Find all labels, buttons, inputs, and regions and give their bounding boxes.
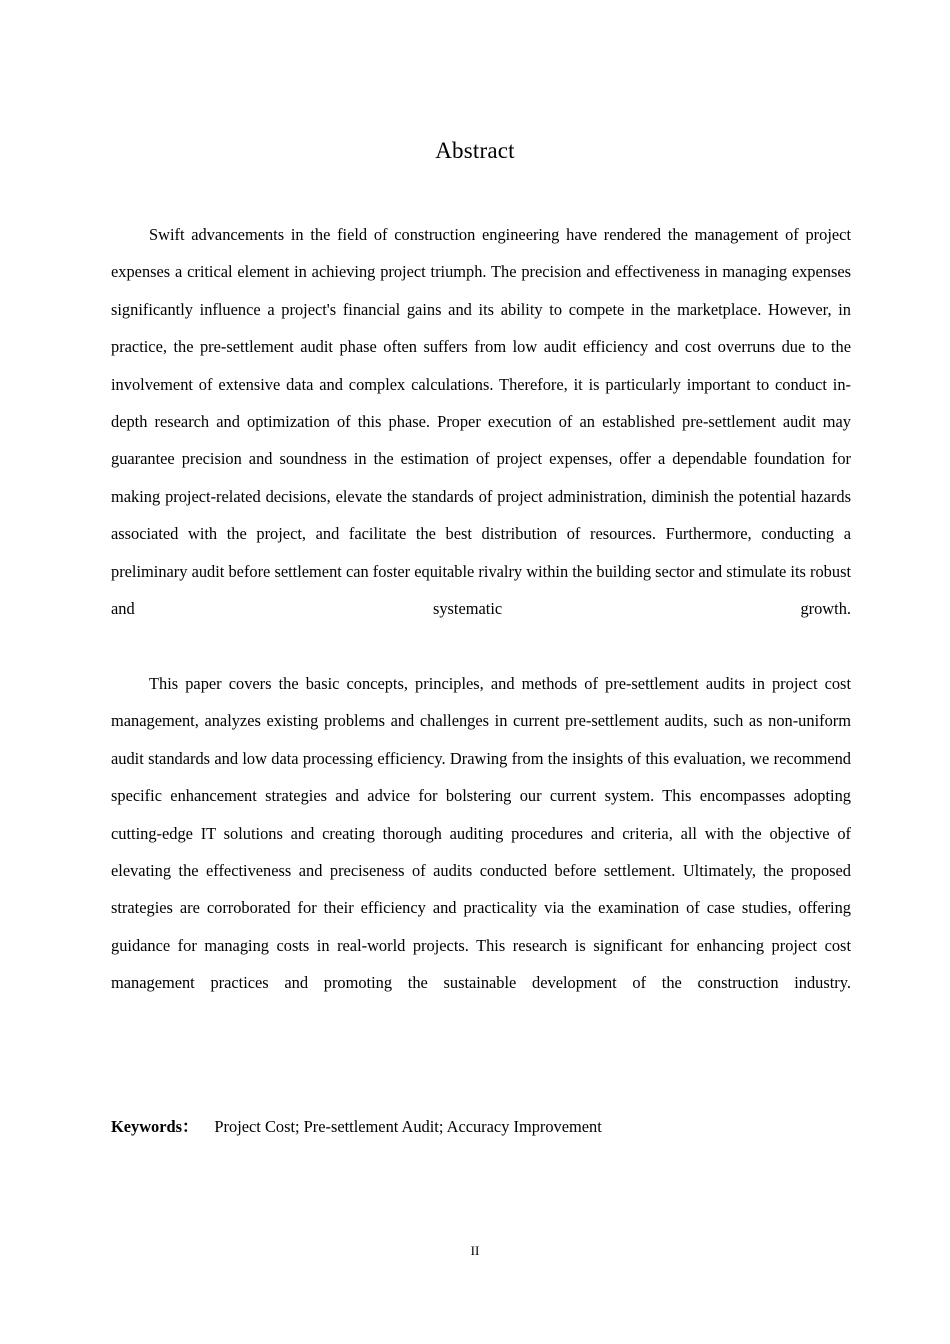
- page-title: Abstract: [435, 138, 515, 164]
- keywords-value: Project Cost; Pre-settlement Audit; Accuracy Improvement: [214, 1117, 602, 1136]
- keywords-line: [111, 1112, 851, 1142]
- page-number-footer: II: [470, 1243, 480, 1258]
- abstract-body: [111, 216, 851, 1039]
- keywords-label: Keywords：: [111, 1117, 199, 1136]
- abstract-paragraph-2: This paper covers the basic concepts, principles, and methods of pre-settlement audits in project cost management, analyzes existing problems and challenges in current pre-settlement audits, such as non-uniform audit standards and low data processing efficiency. Drawing from the insights of this evaluation, we recommend specific enhancement strategies and advice for bolstering our current system. This encompasses adopting cutting-edge IT solutions and creating thorough auditing procedures and criteria, all with the objective of elevating the effectiveness and preciseness of audits conducted before settlement. Ultimately, the proposed strategies are corroborated for their efficiency and practicality via the examination of case studies, offering guidance for managing costs in real-world projects. This research is significant for enhancing project cost management practices and promoting the sustainable development of the construction industry.: [111, 673, 851, 993]
- abstract-paragraph-1: Swift advancements in the field of construction engineering have rendered the management of project expenses a critical element in achieving project triumph. The precision and effectiveness in managing expenses significantly influence a project's financial gains and its ability to compete in the marketplace. However, in practice, the pre-settlement audit phase often suffers from low audit efficiency and cost overruns due to the involvement of extensive data and complex calculations. Therefore, it is particularly important to conduct in-depth research and optimization of this phase. Proper execution of an established pre-settlement audit may guarantee precision and soundness in the estimation of project expenses, offer a dependable foundation for making project-related decisions, elevate the standards of project administration, diminish the potential hazards associated with the project, and facilitate the best distribution of resources. Furthermore, conducting a preliminary audit before settlement can foster equitable rivalry within the building sector and stimulate its robust and systematic growth.: [111, 225, 851, 619]
